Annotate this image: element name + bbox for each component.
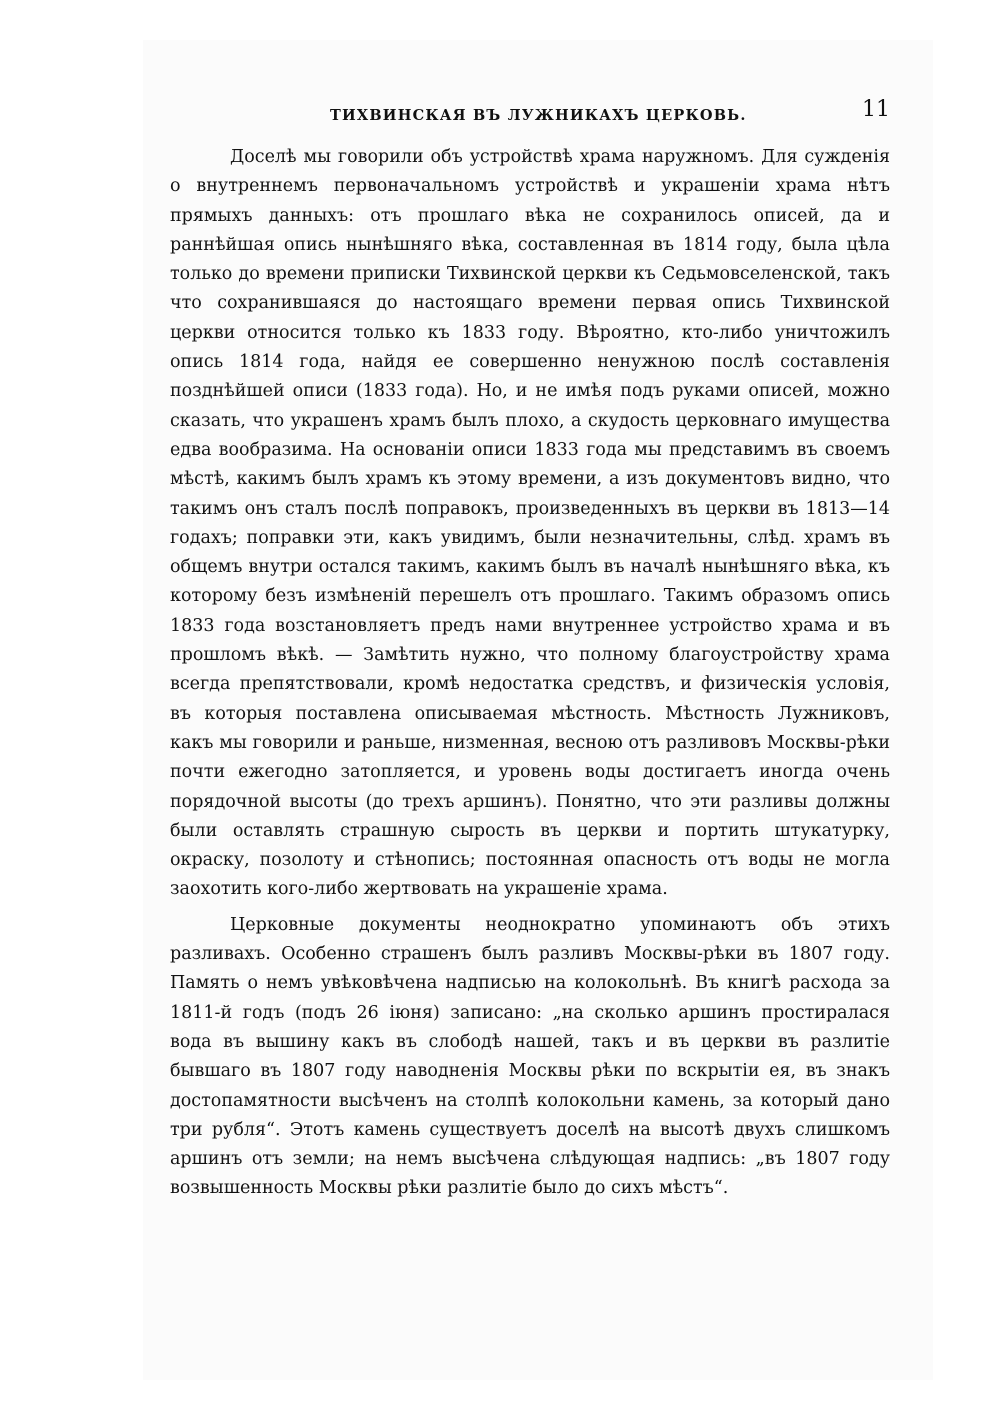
running-title: ТИХВИНСКАЯ ВЪ ЛУЖНИКАХЪ ЦЕРКОВЬ. [330, 107, 747, 124]
page-number: 11 [862, 97, 890, 122]
paragraph: Доселѣ мы говорили объ устройствѣ храма наружномъ. Для сужденія о внутреннемъ первоначальномъ устройствѣ и украшеніи храма нѣтъ прямыхъ данныхъ: отъ прошлаго вѣка не сохранилось описей, да и раннѣйшая опись нынѣшняго вѣка, составленная въ 1814 году, была цѣла только до времени приписки Тихвинской церкви къ Седьмовселенской, такъ что сохранившаяся до настоящаго времени первая опись Тихвинской церкви относится только къ 1833 году. Вѣроятно, кто-либо уничтожилъ опись 1814 года, найдя ее совершенно ненужною послѣ составленія позднѣйшей описи (1833 года). Но, и не имѣя подъ руками описей, можно сказать, что украшенъ храмъ былъ плохо, а скудость церковнаго имущества едва вообразима. На основаніи описи 1833 года мы представимъ въ своемъ мѣстѣ, какимъ былъ храмъ къ этому времени, а изъ документовъ видно, что такимъ онъ сталъ послѣ поправокъ, произведенныхъ въ церкви въ 1813—14 годахъ; поправки эти, какъ увидимъ, были незначительны, слѣд. храмъ въ общемъ внутри остался такимъ, какимъ былъ въ началѣ нынѣшняго вѣка, къ которому безъ измѣненій перешелъ отъ прошлаго. Такимъ образомъ опись 1833 года возстановляетъ предъ нами внутреннее устройство храма и въ прошломъ вѣкѣ. — Замѣтить нужно, что полному благоустройству храма всегда препятствовали, кромѣ недостатка средствъ, и физическія условія, въ которыя поставлена описываемая мѣстность. Мѣстность Лужниковъ, какъ мы говорили и раньше, низменная, весною отъ разливовъ Москвы-рѣки почти ежегодно затопляется, и уровень воды достигаетъ иногда очень порядочной высоты (до трехъ аршинъ). Понятно, что эти разливы должны были оставлять страшную сырость въ церкви и портить штукатурку, окраску, позолоту и стѣнопись; постоянная опасность отъ воды не могла заохотить кого-либо жертвовать на украшеніе храма. [170, 147, 890, 900]
body-text [170, 143, 890, 1204]
page-header [170, 97, 890, 131]
paragraph: Церковные документы неоднократно упоминаютъ объ этихъ разливахъ. Особенно страшенъ былъ разливъ Москвы-рѣки въ 1807 году. Память о немъ увѣковѣчена надписью на колокольнѣ. Въ книгѣ расхода за 1811-й годъ (подъ 26 іюня) записано: „на сколько аршинъ простиралася вода въ вышину какъ въ слободѣ нашей, такъ и въ церкви въ разлитіе бывшаго въ 1807 году наводненія Москвы рѣки по вскрытіи ея, въ знакъ достопамятности высѣченъ на столпѣ колокольни камень, за который дано три рубля“. Этотъ камень существуетъ доселѣ на высотѣ двухъ слишкомъ аршинъ отъ земли; на немъ высѣчена слѣдующая надпись: „въ 1807 году возвышенность Москвы рѣки разлитіе было до сихъ мѣстъ“. [170, 914, 890, 1199]
